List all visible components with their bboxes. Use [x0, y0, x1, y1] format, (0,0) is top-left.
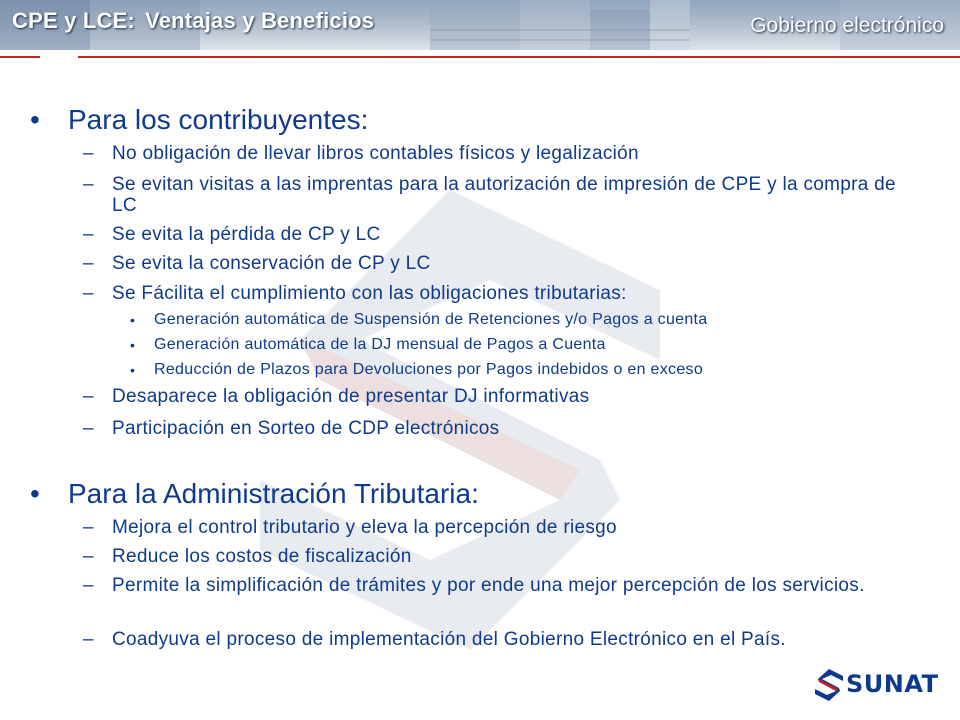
list-item: Mejora el control tributario y eleva la percepción de riesgo [112, 517, 617, 538]
item-dash: – [83, 386, 94, 407]
item-dash: – [83, 517, 94, 538]
list-item: Participación en Sorteo de CDP electrónicos [112, 418, 500, 439]
list-item: Se evita la conservación de CP y LC [112, 253, 431, 274]
sunat-logo [812, 664, 942, 708]
item-dash: – [83, 575, 94, 596]
subitem-bullet: • [130, 362, 135, 378]
section-title: Gobierno electrónico [750, 14, 944, 37]
item-dash: – [83, 283, 94, 304]
section-bullet: • [30, 478, 40, 509]
list-item: Coadyuva el proceso de implementación del Gobierno Electrónico en el País. [112, 629, 786, 650]
sub-list-item: Generación automática de la DJ mensual de Pagos a Cuenta [154, 336, 606, 353]
sunat-s-logo-icon [814, 668, 844, 702]
list-item: Se Fácilita el cumplimiento con las obligaciones tributarias: [112, 283, 627, 304]
sunat-logo-text: SUNAT [846, 670, 939, 698]
list-item: Permite la simplificación de trámites y por ende una mejor percepción de los servicios. [112, 575, 865, 596]
item-dash: – [83, 629, 94, 650]
list-item: Desaparece la obligación de presentar DJ informativas [112, 386, 590, 407]
section-heading-contribuyentes: Para los contribuyentes: [68, 104, 369, 135]
item-dash: – [83, 224, 94, 245]
list-item: No obligación de llevar libros contables físicos y legalización [112, 143, 639, 164]
item-dash: – [83, 174, 94, 195]
list-item: Se evita la pérdida de CP y LC [112, 224, 381, 245]
title-part-2: Ventajas y Beneficios [145, 8, 375, 33]
section-bullet: • [30, 104, 40, 135]
item-dash: – [83, 418, 94, 439]
sub-list-item: Generación automática de Suspensión de Retenciones y/o Pagos a cuenta [154, 311, 708, 328]
item-dash: – [83, 253, 94, 274]
item-dash: – [83, 546, 94, 567]
subitem-bullet: • [130, 337, 135, 353]
sub-list-item: Reducción de Plazos para Devoluciones por Pagos indebidos o en exceso [154, 361, 704, 378]
subitem-bullet: • [130, 312, 135, 328]
item-dash: – [83, 143, 94, 164]
title-part-1: CPE y LCE: [12, 8, 136, 33]
list-item: Se evitan visitas a las imprentas para la autorización de impresión de CPE y la compra de LC [112, 174, 896, 216]
list-item: Reduce los costos de fiscalización [112, 546, 412, 567]
section-heading-administracion: Para la Administración Tributaria: [68, 478, 479, 509]
